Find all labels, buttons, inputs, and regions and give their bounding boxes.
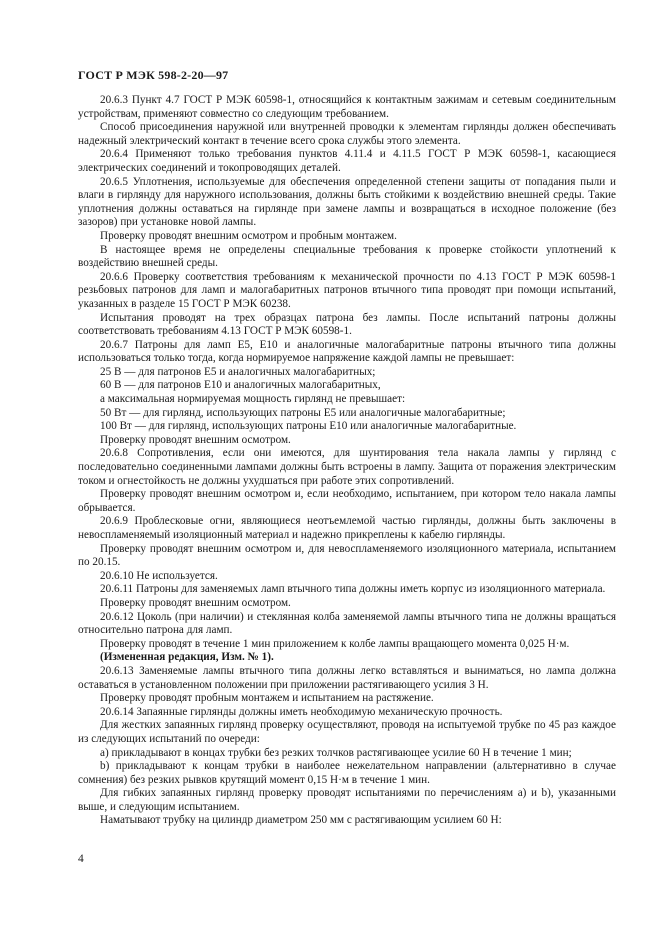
paragraph: 20.6.9 Проблесковые огни, являющиеся неотъемлемой частью гирлянды, должны быть заключены в невоспламеняемый изоляционный материал и надежно прикреплены к кабелю гирлянды. (78, 515, 616, 541)
paragraph: а) прикладывают в концах трубки без резких толчков растягивающее усилие 60 Н в течение 1 мин; (100, 746, 572, 759)
paragraph: Для жестких запаянных гирлянд проверку осуществляют, проводя на испытуемой трубке по 45 раз каждое из следующих испытаний по очереди: (78, 719, 616, 745)
paragraph: 20.6.6 Проверку соответствия требованиям к механической прочности по 4.13 ГОСТ Р МЭК 60598-1 резьбовых патронов для ламп и малогабаритных патронов втычного типа проводят при помощи испытаний, указанных в разделе 15 ГОСТ Р МЭК 60238. (78, 270, 616, 310)
paragraph: 50 Вт — для гирлянд, использующих патроны E5 или аналогичные малогабаритные; (100, 406, 506, 419)
paragraph: Проверку проводят внешним осмотром. (100, 433, 291, 446)
paragraph: 25 В — для патронов E5 и аналогичных малогабаритных; (100, 365, 376, 378)
paragraph: 20.6.13 Заменяемые лампы втычного типа должны легко вставляться и выниматься, но лампа должна оставаться в установленном положении при приложении растягивающего усилия 3 Н. (78, 664, 616, 691)
paragraph: 60 В — для патронов E10 и аналогичных малогабаритных, (100, 379, 381, 392)
paragraph: Проверку проводят внешним осмотром и пробным монтажем. (100, 229, 397, 242)
paragraph: 20.6.7 Патроны для ламп E5, E10 и аналогичные малогабаритные патроны втычного типа должны использоваться только тогда, когда нормируемое напряжение каждой лампы не превышает: (78, 338, 616, 365)
page-number: 4 (78, 853, 84, 865)
paragraph: Проверку проводят внешним осмотром и, для невоспламеняемого изоляционного материала, испытанием по 20.15. (78, 542, 616, 569)
paragraph: 20.6.8 Сопротивления, если они имеются, для шунтирования тела накала лампы у гирлянд с последовательно соединенными лампами должны быть встроены в лампу. Защита от поражения электрическим током и огнестойкость не должны ухудшаться при работе этих сопротивлений. (78, 447, 616, 487)
paragraph: В настоящее время не определены специальные требования к проверке стойкости уплотнений к воздействию внешней среды. (78, 243, 616, 270)
paragraph: 100 Вт — для гирлянд, использующих патроны E10 или аналогичные малогабаритные. (100, 420, 517, 433)
paragraph: 20.6.12 Цоколь (при наличии) и стеклянная колба заменяемой лампы втычного типа не должны вращаться относительно патрона для ламп. (78, 610, 616, 637)
paragraph: 20.6.3 Пункт 4.7 ГОСТ Р МЭК 60598-1, относящийся к контактным зажимам и сетевым соединительным устройствам, применяют совместно со следующим требованием. (78, 94, 616, 120)
page-body (78, 94, 616, 828)
paragraph: 20.6.5 Уплотнения, используемые для обеспечения определенной степени защиты от попадания пыли и влаги в гирлянду для наружного использования, должны быть стойкими к воздействию внешней среды. Такие уплотнения должны оставаться на гирлянде при замене лампы и возвращаться в исходное положение (без зазоров) при установке новой лампы. (78, 175, 616, 229)
paragraph: Испытания проводят на трех образцах патрона без лампы. После испытаний патроны должны соответствовать требованиям 4.13 ГОСТ Р МЭК 60598-1. (78, 311, 616, 338)
paragraph: Для гибких запаянных гирлянд проверку проводят испытаниями по перечислениям а) и b), указанными выше, и следующим испытанием. (78, 787, 616, 813)
paragraph: 20.6.11 Патроны для заменяемых ламп втычного типа должны иметь корпус из изоляционного материала. (100, 583, 606, 596)
paragraph: Проверку проводят внешним осмотром и, если необходимо, испытанием, при котором тело накала лампы обрывается. (78, 488, 616, 514)
paragraph: Проверку проводят пробным монтажем и испытанием на растяжение. (100, 692, 434, 705)
amendment-note: (Измененная редакция, Изм. № 1). (100, 651, 274, 664)
paragraph: 20.6.10 Не используется. (100, 569, 218, 582)
paragraph: Проверку проводят в течение 1 мин приложением к колбе лампы вращающего момента 0,025 Н·м. (100, 637, 570, 650)
paragraph: Проверку проводят внешним осмотром. (100, 596, 291, 609)
paragraph: Способ присоединения наружной или внутренней проводки к элементам гирлянды должен обеспечивать надежный электрический контакт в течение всего срока службы этого элемента. (78, 121, 616, 147)
paragraph: Наматывают трубку на цилиндр диаметром 250 мм с растягивающим усилием 60 Н: (100, 814, 502, 827)
paragraph: 20.6.14 Запаянные гирлянды должны иметь необходимую механическую прочность. (100, 705, 503, 718)
paragraph: а максимальная нормируемая мощность гирлянд не превышает: (100, 393, 406, 406)
paragraph: 20.6.4 Применяют только требования пунктов 4.11.4 и 4.11.5 ГОСТ Р МЭК 60598-1, касающиеся электрических соединений и токопроводящих деталей. (78, 148, 616, 174)
paragraph: b) прикладывают к концам трубки в наиболее нежелательном направлении (альтернативно в случае сомнения) без резких рывков крутящий момент 0,15 Н·м в течение 1 мин. (78, 760, 616, 786)
page-header: ГОСТ Р МЭК 598-2-20—97 (78, 68, 229, 82)
